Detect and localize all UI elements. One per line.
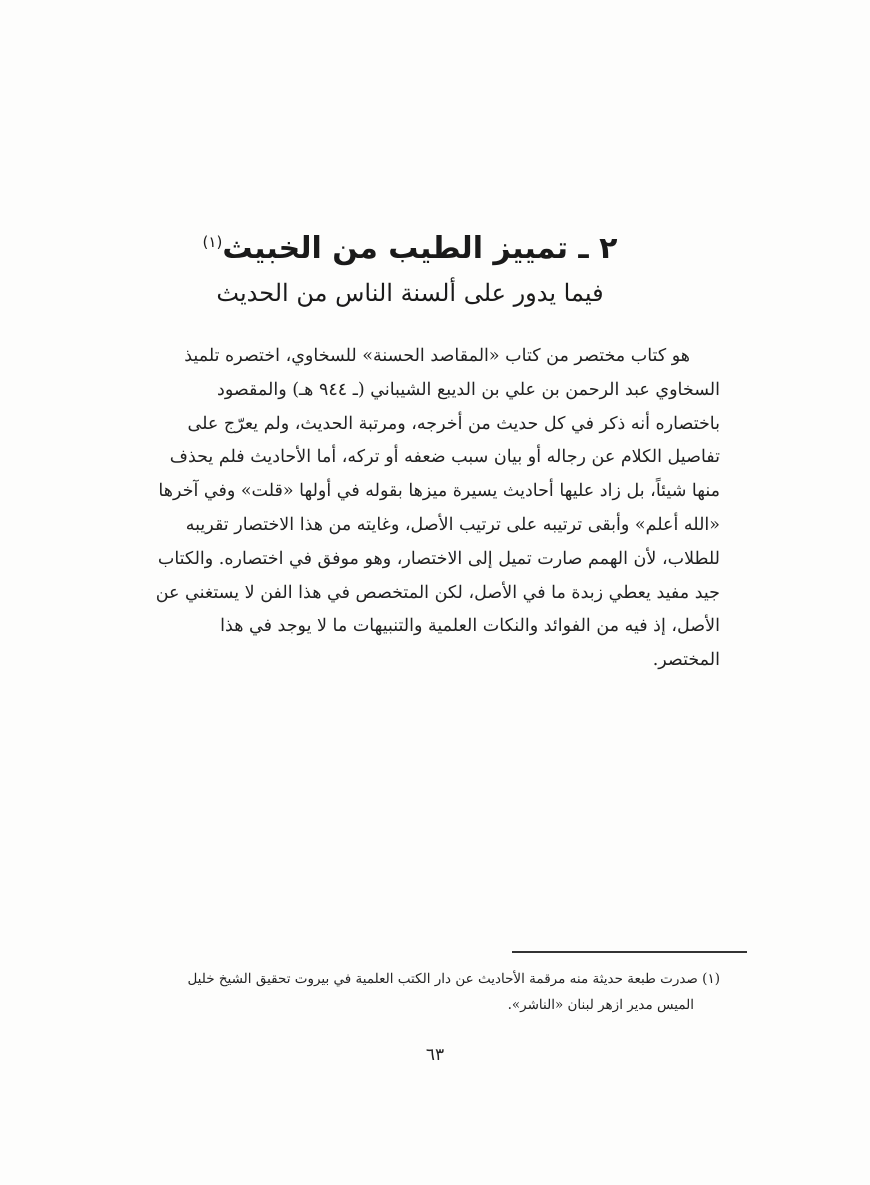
title-footnote-marker[interactable]: (١) [202, 233, 223, 251]
page-number: ٦٣ [425, 1045, 445, 1065]
body-line: السخاوي عبد الرحمن بن علي بن الديبع الشيباني (ـ ٩٤٤ هـ) والمقصود [217, 379, 720, 400]
body-line: «الله أعلم» وأبقى ترتيبه على ترتيب الأصل، وغايته من هذا الاختصار تقريبه [185, 514, 720, 535]
chapter-title [150, 222, 670, 269]
chapter-title-text: تمييز الطيب من الخبيث [222, 231, 568, 266]
body-line: للطلاب، لأن الهمم صارت تميل إلى الاختصار، وهو موفق في اختصاره. والكتاب [157, 548, 720, 569]
body-line: هو كتاب مختصر من كتاب «المقاصد الحسنة» للسخاوي، اختصره تلميذ [184, 346, 690, 366]
body-line: باختصاره أنه ذكر في كل حديث من أخرجه، ومرتبة الحديث، ولم يعرّج على [187, 413, 720, 434]
chapter-number: ٢ ـ [578, 231, 618, 266]
body-line: منها شيئاً، بل زاد عليها أحاديث يسيرة ميزها بقوله في أولها «قلت» وفي آخرها [158, 481, 720, 502]
footnote [150, 966, 720, 1018]
body-line: الأصل، إذ فيه من الفوائد والنكات العلمية والتنبيهات ما لا يوجد في هذا [220, 616, 720, 637]
body-line: تفاصيل الكلام عن رجاله أو بيان سبب ضعفه أو تركه، أما الأحاديث فلم يحذف [169, 447, 720, 468]
chapter-subtitle: فيما يدور على ألسنة الناس من الحديث [216, 279, 604, 307]
footnote-line: الميس مدير ازهر لبنان «الناشر». [507, 997, 694, 1013]
body-paragraph [150, 340, 720, 678]
footnote-divider [512, 951, 747, 953]
body-line: المختصر. [652, 650, 720, 671]
body-line: جيد مفيد يعطي زبدة ما في الأصل، لكن المتخصص في هذا الفن لا يستغني عن [155, 582, 720, 603]
footnote-line: (١) صدرت طبعة حديثة منه مرقمة الأحاديث عن دار الكتب العلمية في بيروت تحقيق الشيخ خليل [187, 971, 720, 987]
